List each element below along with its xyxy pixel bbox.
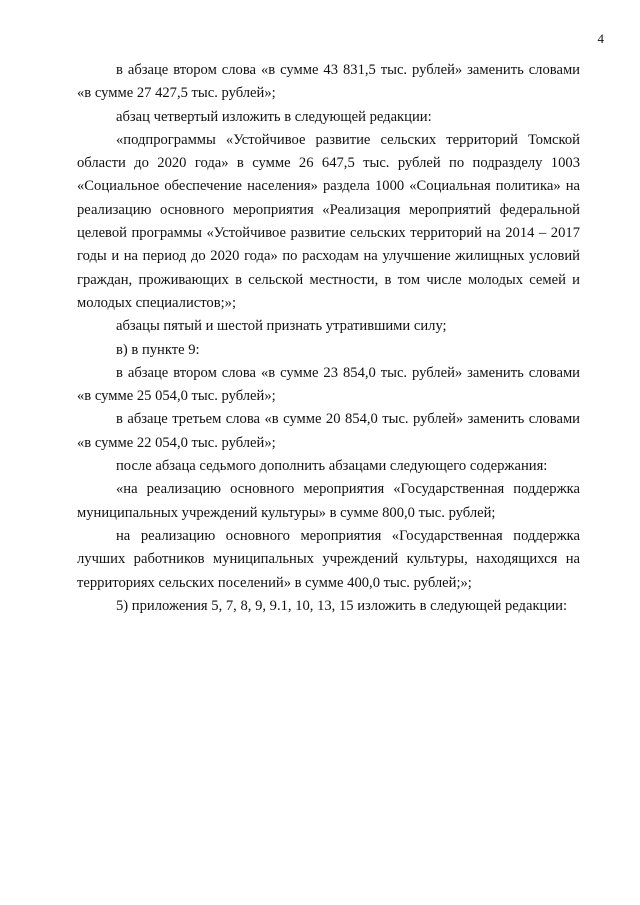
paragraph-8: после абзаца седьмого дополнить абзацами следующего содержания: — [116, 458, 548, 475]
paragraph-10: на реализацию основного мероприятия «Государственная поддержка лучших работников муниципальных учреждений культуры, находящихся на территориях сельских поселений» в сумме 400,0 тыс. рублей;»; — [77, 527, 580, 591]
paragraph-5: в) в пункте 9: — [116, 341, 200, 358]
paragraph-4: абзацы пятый и шестой признать утратившими силу; — [116, 318, 447, 335]
paragraph-1: в абзаце втором слова «в сумме 43 831,5 тыс. рублей» заменить словами «в сумме 27 427,5 тыс. рублей»; — [77, 62, 580, 102]
document-body — [77, 59, 580, 618]
paragraph-9: «на реализацию основного мероприятия «Государственная поддержка муниципальных учреждений культуры» в сумме 800,0 тыс. рублей; — [77, 481, 580, 521]
paragraph-3: «подпрограммы «Устойчивое развитие сельских территорий Томской области до 2020 года» в сумме 26 647,5 тыс. рублей по подразделу 1003 «Социальное обеспечение населения» раздела 1000 «Социальная политика» на реализацию основного мероприятия «Реализация мероприятий федеральной целевой программы «Устойчивое развитие сельских территорий на 2014 – 2017 годы и на период до 2020 года» по расходам на улучшение жилищных условий граждан, проживающих в сельской местности, в том числе молодых семей и молодых специалистов;»; — [77, 131, 580, 311]
paragraph-11: 5) приложения 5, 7, 8, 9, 9.1, 10, 13, 15 изложить в следующей редакции: — [116, 597, 568, 614]
paragraph-6: в абзаце втором слова «в сумме 23 854,0 тыс. рублей» заменить словами «в сумме 25 054,0 тыс. рублей»; — [77, 364, 580, 405]
paragraph-7: в абзаце третьем слова «в сумме 20 854,0 тыс. рублей» заменить словами «в сумме 22 054,0 тыс. рублей»; — [77, 411, 580, 451]
paragraph-2: абзац четвертый изложить в следующей редакции: — [116, 108, 432, 125]
page-number: 4 — [597, 31, 604, 46]
